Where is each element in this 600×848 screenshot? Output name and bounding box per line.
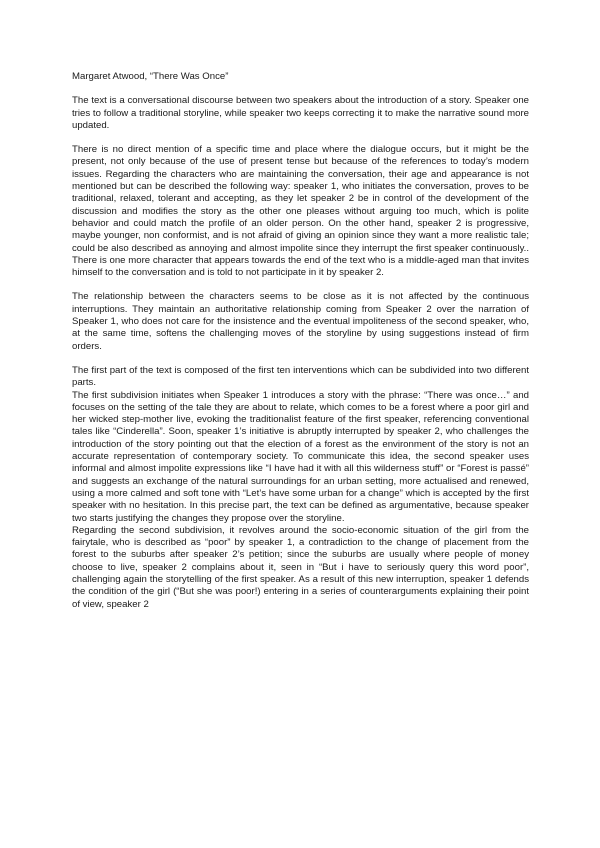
paragraph-intro: The text is a conversational discourse between two speakers about the introduction of a story. Speaker one tries to follow a traditional storyline, while speaker two keeps correcting it to make the narrative sound more updated. [72,95,529,131]
paragraph-setting-characters: There is no direct mention of a specific time and place where the dialogue occurs, but it might be the present, not only because of the use of present tense but because of the references to today’s modern issues. Regarding the characters who are maintaining the conversation, their age and appearance is not mentioned but can be described the following way: speaker 1, who initiates the conversation, proves to be traditional, relaxed, tolerant and accepting, as they let speaker 2 be in control of the development of the discussion and modifies the story as the other one pleases without arguing too much, which is polite behavior and could match the profile of an older person. On the other hand, speaker 2 is progressive, maybe younger, non conformist, and is not afraid of giving an opinion since they want a more realistic tale; could be also described as annoying and almost impolite since they interrupt the first speaker continuously.. There is one more character that appears towards the end of the text who is a middle-aged man that invites himself to the conversation and is told to not participate in it by speaker 2. [72,144,529,279]
paragraph-second-subdivision: Regarding the second subdivision, it revolves around the socio-economic situation of the girl from the fairytale, who is described as “poor” by speaker 1, a contradiction to the change of placement from the forest to the suburbs after speaker 2’s petition; since the suburbs are usually where people of money choose to live, speaker 2 complains about it, seen in “But i have to seriously query this word poor”, challenging again the storytelling of the first speaker. As a result of this new interruption, speaker 1 defends the condition of the girl (“But she was poor!) entering in a series of counterarguments explaining their point of view, speaker 2 [72,524,529,610]
paragraph-relationship: The relationship between the characters seems to be close as it is not affected by the continuous interruptions. They maintain an authoritative relationship coming from Speaker 2 over the narration of Speaker 1, who does not care for the insistence and the eventual impoliteness of the second speaker, who, at the same time, softens the challenging moves of the storyline by using suggestions instead of firm orders. [72,291,529,352]
document-title: Margaret Atwood, “There Was Once” [72,71,229,82]
paragraph-first-subdivision: The first subdivision initiates when Speaker 1 introduces a story with the phrase: “There was once…” and focuses on the setting of the tale they are about to relate, which comes to be a forest where a poor girl and her wicked step-mother live, evoking the traditionalist feature of the first speaker, referencing conventional tales like “Cinderella”. Soon, speaker 1’s initiative is abruptly interrupted by speaker 2, who challenges the introduction of the story pointing out that the election of a forest as the environment of the story is not an accurate representation of contemporary society. To communicate this idea, the second speaker uses informal and almost impolite expressions like “I have had it with all this wilderness stuff” or “Forest is passé” and suggests an exchange of the natural surroundings for an urban setting, more actualised and renewed, using a more calmed and soft tone with “Let’s have some urban for a change” which is accepted by the first speaker with no hesitation. In this precise part, the text can be defined as argumentative, because speaker two starts justifying the changes they propose over the storyline. [72,389,529,524]
document-body [72,71,529,611]
paragraph-first-part: The first part of the text is composed of the first ten interventions which can be subdivided into two different parts. [72,364,529,389]
